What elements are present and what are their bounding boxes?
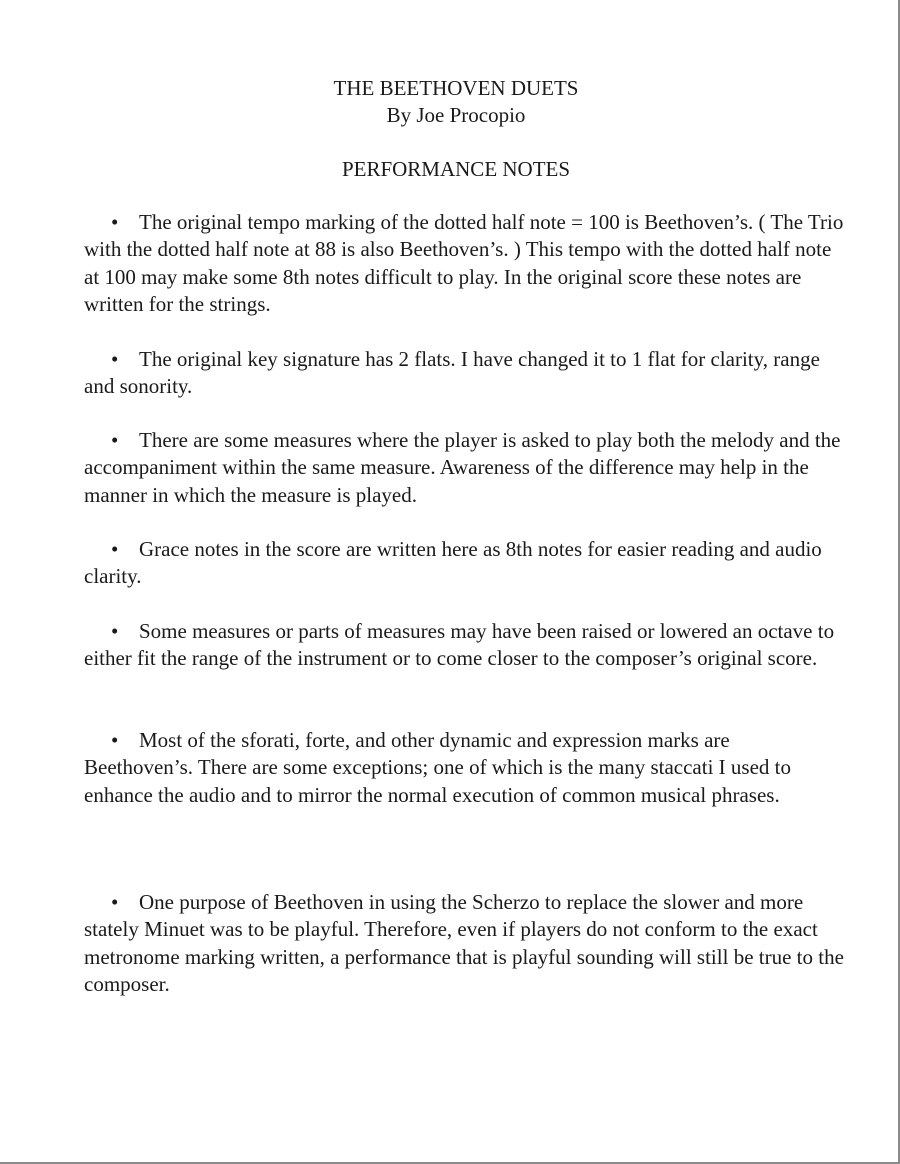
note-text: One purpose of Beethoven in using the Scherzo to replace the slower and more stately Minuet was to be playful. Therefore, even if players do not conform to the exact metronome marking written, a performance that is playful sounding will still be true to the composer. [84,890,844,996]
bullet-marker: • [111,347,119,371]
bullet-marker: • [111,537,119,561]
bullet-marker: • [111,619,119,643]
note-text: There are some measures where the player is asked to play both the melody and the accompaniment within the same measure. Awareness of the difference may help in the manner in which the measure is played. [84,428,841,507]
note-text: Grace notes in the score are written here as 8th notes for easier reading and audio clarity. [84,537,822,589]
note-text: The original tempo marking of the dotted half note = 100 is Beethoven’s. ( The Trio with the dotted half note at 88 is also Beethoven’s. ) This tempo with the dotted half note at 100 may make some 8th notes difficult to play. In the original score these notes are written for the strings. [84,210,844,316]
document-title: THE BEETHOVEN DUETS [333,76,579,100]
note-text: The original key signature has 2 flats. I have changed it to 1 flat for clarity, range and sonority. [84,347,820,399]
performance-note-1 [84,209,844,318]
bullet-marker: • [111,728,119,752]
note-text: Some measures or parts of measures may have been raised or lowered an octave to either fit the range of the instrument or to come closer to the composer’s original score. [84,619,835,671]
performance-note-5 [84,618,844,673]
performance-note-3 [84,427,844,509]
section-title: PERFORMANCE NOTES [341,157,571,181]
bullet-marker: • [111,890,119,914]
performance-note-6 [84,727,844,809]
bullet-marker: • [111,428,119,452]
performance-note-7 [84,889,844,998]
note-text: Most of the sforati, forte, and other dynamic and expression marks are Beethoven’s. There are some exceptions; one of which is the many staccati I used to enhance the audio and to mirror the normal execution of common musical phrases. [84,728,791,807]
performance-note-4 [84,536,844,591]
performance-note-2 [84,346,844,401]
bullet-marker: • [111,210,119,234]
document-author: By Joe Procopio [386,103,526,127]
